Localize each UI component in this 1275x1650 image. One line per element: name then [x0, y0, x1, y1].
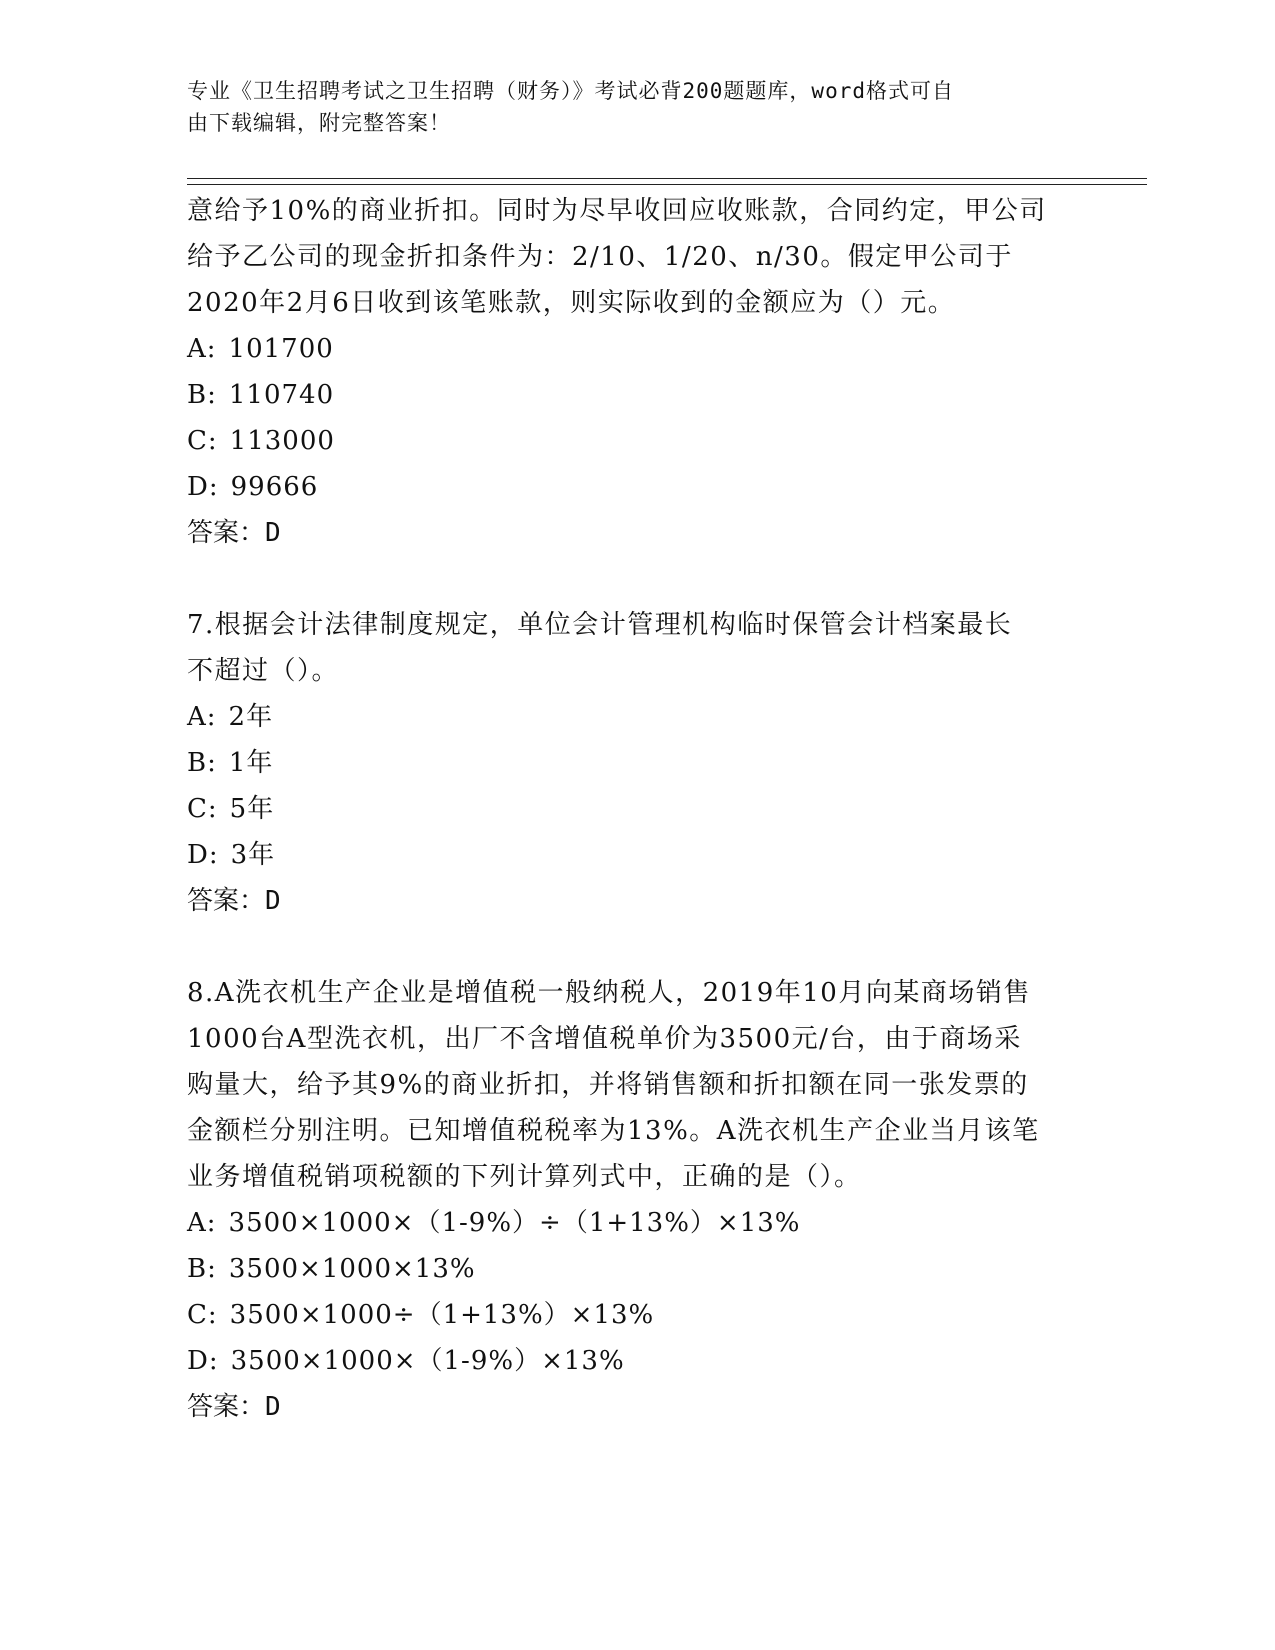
option-b [187, 1246, 1087, 1292]
question-text-line: 意给予10%的商业折扣。同时为尽早收回应收账款，合同约定，甲公司 [187, 196, 1047, 226]
option-letter: A: [187, 334, 217, 364]
option-value: 3500×1000×（1-9%）×13% [230, 1346, 625, 1376]
spacer [187, 556, 1087, 602]
question-text-line: 2020年2月6日收到该笔账款，则实际收到的金额应为（）元。 [187, 288, 956, 318]
option-a [187, 694, 1087, 740]
header-title-line-2: 由下载编辑，附完整答案！ [187, 111, 451, 135]
question-8 [187, 970, 1087, 1430]
option-letter: D: [187, 1346, 219, 1376]
option-value: 3500×1000÷（1+13%）×13% [229, 1300, 655, 1330]
question-6 [187, 188, 1087, 556]
option-value: 99666 [230, 472, 319, 502]
answer-line: 答案：D [187, 518, 281, 548]
document-header [187, 75, 1067, 139]
option-d [187, 1338, 1087, 1384]
question-text-line: 8.A洗衣机生产企业是增值税一般纳税人，2019年10月向某商场销售 [187, 978, 1031, 1008]
option-letter: C: [187, 1300, 218, 1330]
option-a [187, 1200, 1087, 1246]
option-letter: B: [187, 1254, 217, 1284]
option-c [187, 418, 1087, 464]
option-letter: A: [187, 702, 217, 732]
option-value: 3年 [230, 840, 276, 870]
question-text-line: 给予乙公司的现金折扣条件为：2/10、1/20、n/30。假定甲公司于 [187, 242, 1013, 272]
option-letter: B: [187, 380, 217, 410]
header-title-line-1: 专业《卫生招聘考试之卫生招聘（财务）》考试必背200题题库，word格式可自 [187, 79, 954, 103]
option-letter: A: [187, 1208, 217, 1238]
option-value: 3500×1000×（1-9%）÷（1+13%）×13% [228, 1208, 801, 1238]
option-value: 113000 [229, 426, 335, 456]
option-value: 2年 [228, 702, 274, 732]
question-list [187, 188, 1087, 1430]
option-a [187, 326, 1087, 372]
question-text-line: 业务增值税销项税额的下列计算列式中，正确的是（）。 [187, 1162, 862, 1192]
option-letter: C: [187, 794, 218, 824]
question-text-line: 金额栏分别注明。已知增值税税率为13%。A洗衣机生产企业当月该笔 [187, 1116, 1040, 1146]
option-letter: D: [187, 472, 219, 502]
spacer [187, 924, 1087, 970]
option-b [187, 740, 1087, 786]
option-value: 1年 [228, 748, 274, 778]
option-letter: C: [187, 426, 218, 456]
header-divider-top [187, 178, 1147, 179]
option-c [187, 1292, 1087, 1338]
option-c [187, 786, 1087, 832]
question-text-line: 不超过（）。 [187, 656, 340, 686]
question-text-line: 7.根据会计法律制度规定，单位会计管理机构临时保管会计档案最长 [187, 610, 1013, 640]
option-d [187, 464, 1087, 510]
option-value: 3500×1000×13% [228, 1254, 476, 1284]
option-value: 101700 [228, 334, 334, 364]
option-value: 110740 [228, 380, 335, 410]
answer-line: 答案：D [187, 886, 281, 916]
question-text-line: 1000台A型洗衣机，出厂不含增值税单价为3500元/台，由于商场采 [187, 1024, 1022, 1054]
option-value: 5年 [229, 794, 275, 824]
question-7 [187, 602, 1087, 924]
option-letter: B: [187, 748, 217, 778]
option-b [187, 372, 1087, 418]
header-divider-bottom [187, 184, 1147, 185]
option-d [187, 832, 1087, 878]
question-text-line: 购量大，给予其9%的商业折扣，并将销售额和折扣额在同一张发票的 [187, 1070, 1029, 1100]
option-letter: D: [187, 840, 219, 870]
answer-line: 答案：D [187, 1392, 281, 1422]
